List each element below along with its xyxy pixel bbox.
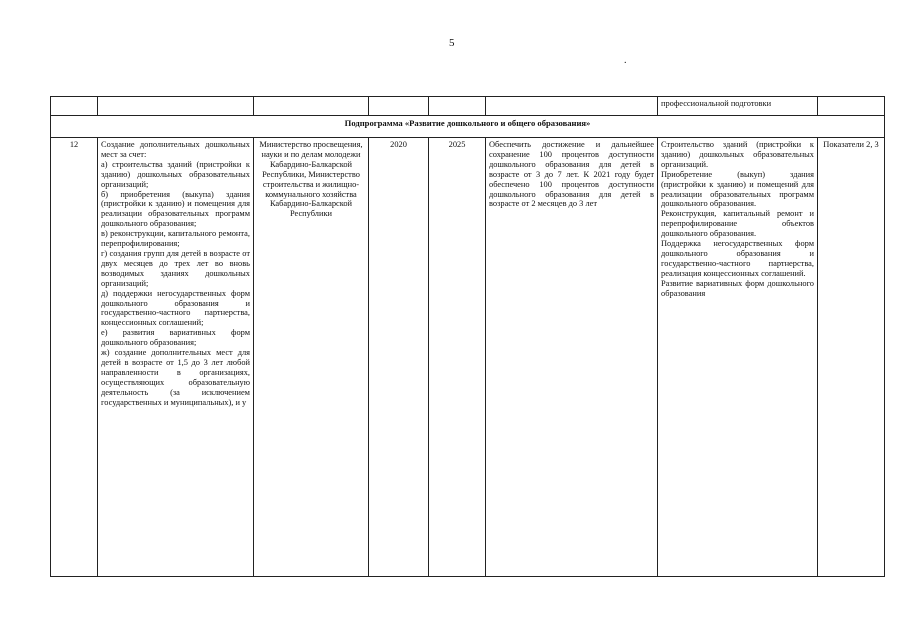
scan-mark: . <box>624 55 627 66</box>
measure-line: в) реконструкции, капитального ремонта, перепрофилирования; <box>101 229 250 249</box>
direction-line: Развитие вариативных форм дошкольного образования <box>661 278 814 298</box>
cell-empty <box>254 97 369 116</box>
subprogram-title: Подпрограмма «Развитие дошкольного и общего образования» <box>51 116 885 138</box>
measure-line: б) приобретения (выкупа) здания (пристройки к зданию) и помещения для реализации образовательных программ дошкольного образования; <box>101 189 250 229</box>
executor-cell: Министерство просвещения, науки и по делам молодежи Кабардино-Балкарской Республики, Министерство строительства и жилищно-коммунального хозяйства Кабардино-Балкарской Республики <box>254 138 369 577</box>
direction-line: Поддержка негосударственных форм дошкольного образования и государственно-частного партнерства, реализация концессионных соглашений. <box>661 239 814 278</box>
cell-empty <box>818 97 885 116</box>
indicators-cell: Показатели 2, 3 <box>818 138 885 577</box>
cell-empty <box>98 97 254 116</box>
measure-line: а) строительства зданий (пристройки к зданию) дошкольных образовательных организаций; <box>101 159 250 189</box>
measure-line: ж) создание дополнительных мест для детей в возрасте от 1,5 до 3 лет любой направленности в организациях, осуществляющих образовательную деятельность (за исключением государственных и муниципальных), и у <box>101 348 250 407</box>
table-row <box>51 138 885 577</box>
measure-line: г) создания групп для детей в возрасте от двух месяцев до трех лет во вновь возводимых зданиях дошкольных организаций; <box>101 248 250 288</box>
cell-empty <box>369 97 429 116</box>
end-year-cell: 2025 <box>429 138 486 577</box>
measure-line: Создание дополнительных дошкольных мест за счет: <box>101 140 250 159</box>
page-number: 5 <box>449 37 455 49</box>
cell-empty <box>51 97 98 116</box>
program-table <box>50 96 885 577</box>
measures-cell <box>98 138 254 577</box>
start-year-cell: 2020 <box>369 138 429 577</box>
direction-line: Приобретение (выкуп) здания (пристройки к зданию) и помещений для реализации образовательных программ дошкольного образования. <box>661 169 814 209</box>
row-number: 12 <box>51 138 98 577</box>
cell-prev-direction: профессиональной подготовки <box>658 97 818 116</box>
table-row-continued <box>51 97 885 116</box>
cell-empty <box>486 97 658 116</box>
direction-line: Реконструкция, капитальный ремонт и перепрофилирование объектов дошкольного образования. <box>661 209 814 239</box>
expected-result-cell: Обеспечить достижение и дальнейшее сохранение 100 процентов доступности дошкольного образования для детей в возрасте от 3 до 7 лет. К 2021 году будет обеспечено 100 процентов доступности дошкольного образования для детей в возрасте от 2 месяцев до 3 лет <box>486 138 658 577</box>
directions-cell <box>658 138 818 577</box>
cell-empty <box>429 97 486 116</box>
subprogram-header-row <box>51 116 885 138</box>
measure-line: е) развития вариативных форм дошкольного образования; <box>101 328 250 348</box>
direction-line: Строительство зданий (пристройки к зданию) дошкольных образовательных организаций. <box>661 140 814 169</box>
measure-line: д) поддержки негосударственных форм дошкольного образования и государственно-частного партнерства, концессионных соглашений; <box>101 288 250 328</box>
